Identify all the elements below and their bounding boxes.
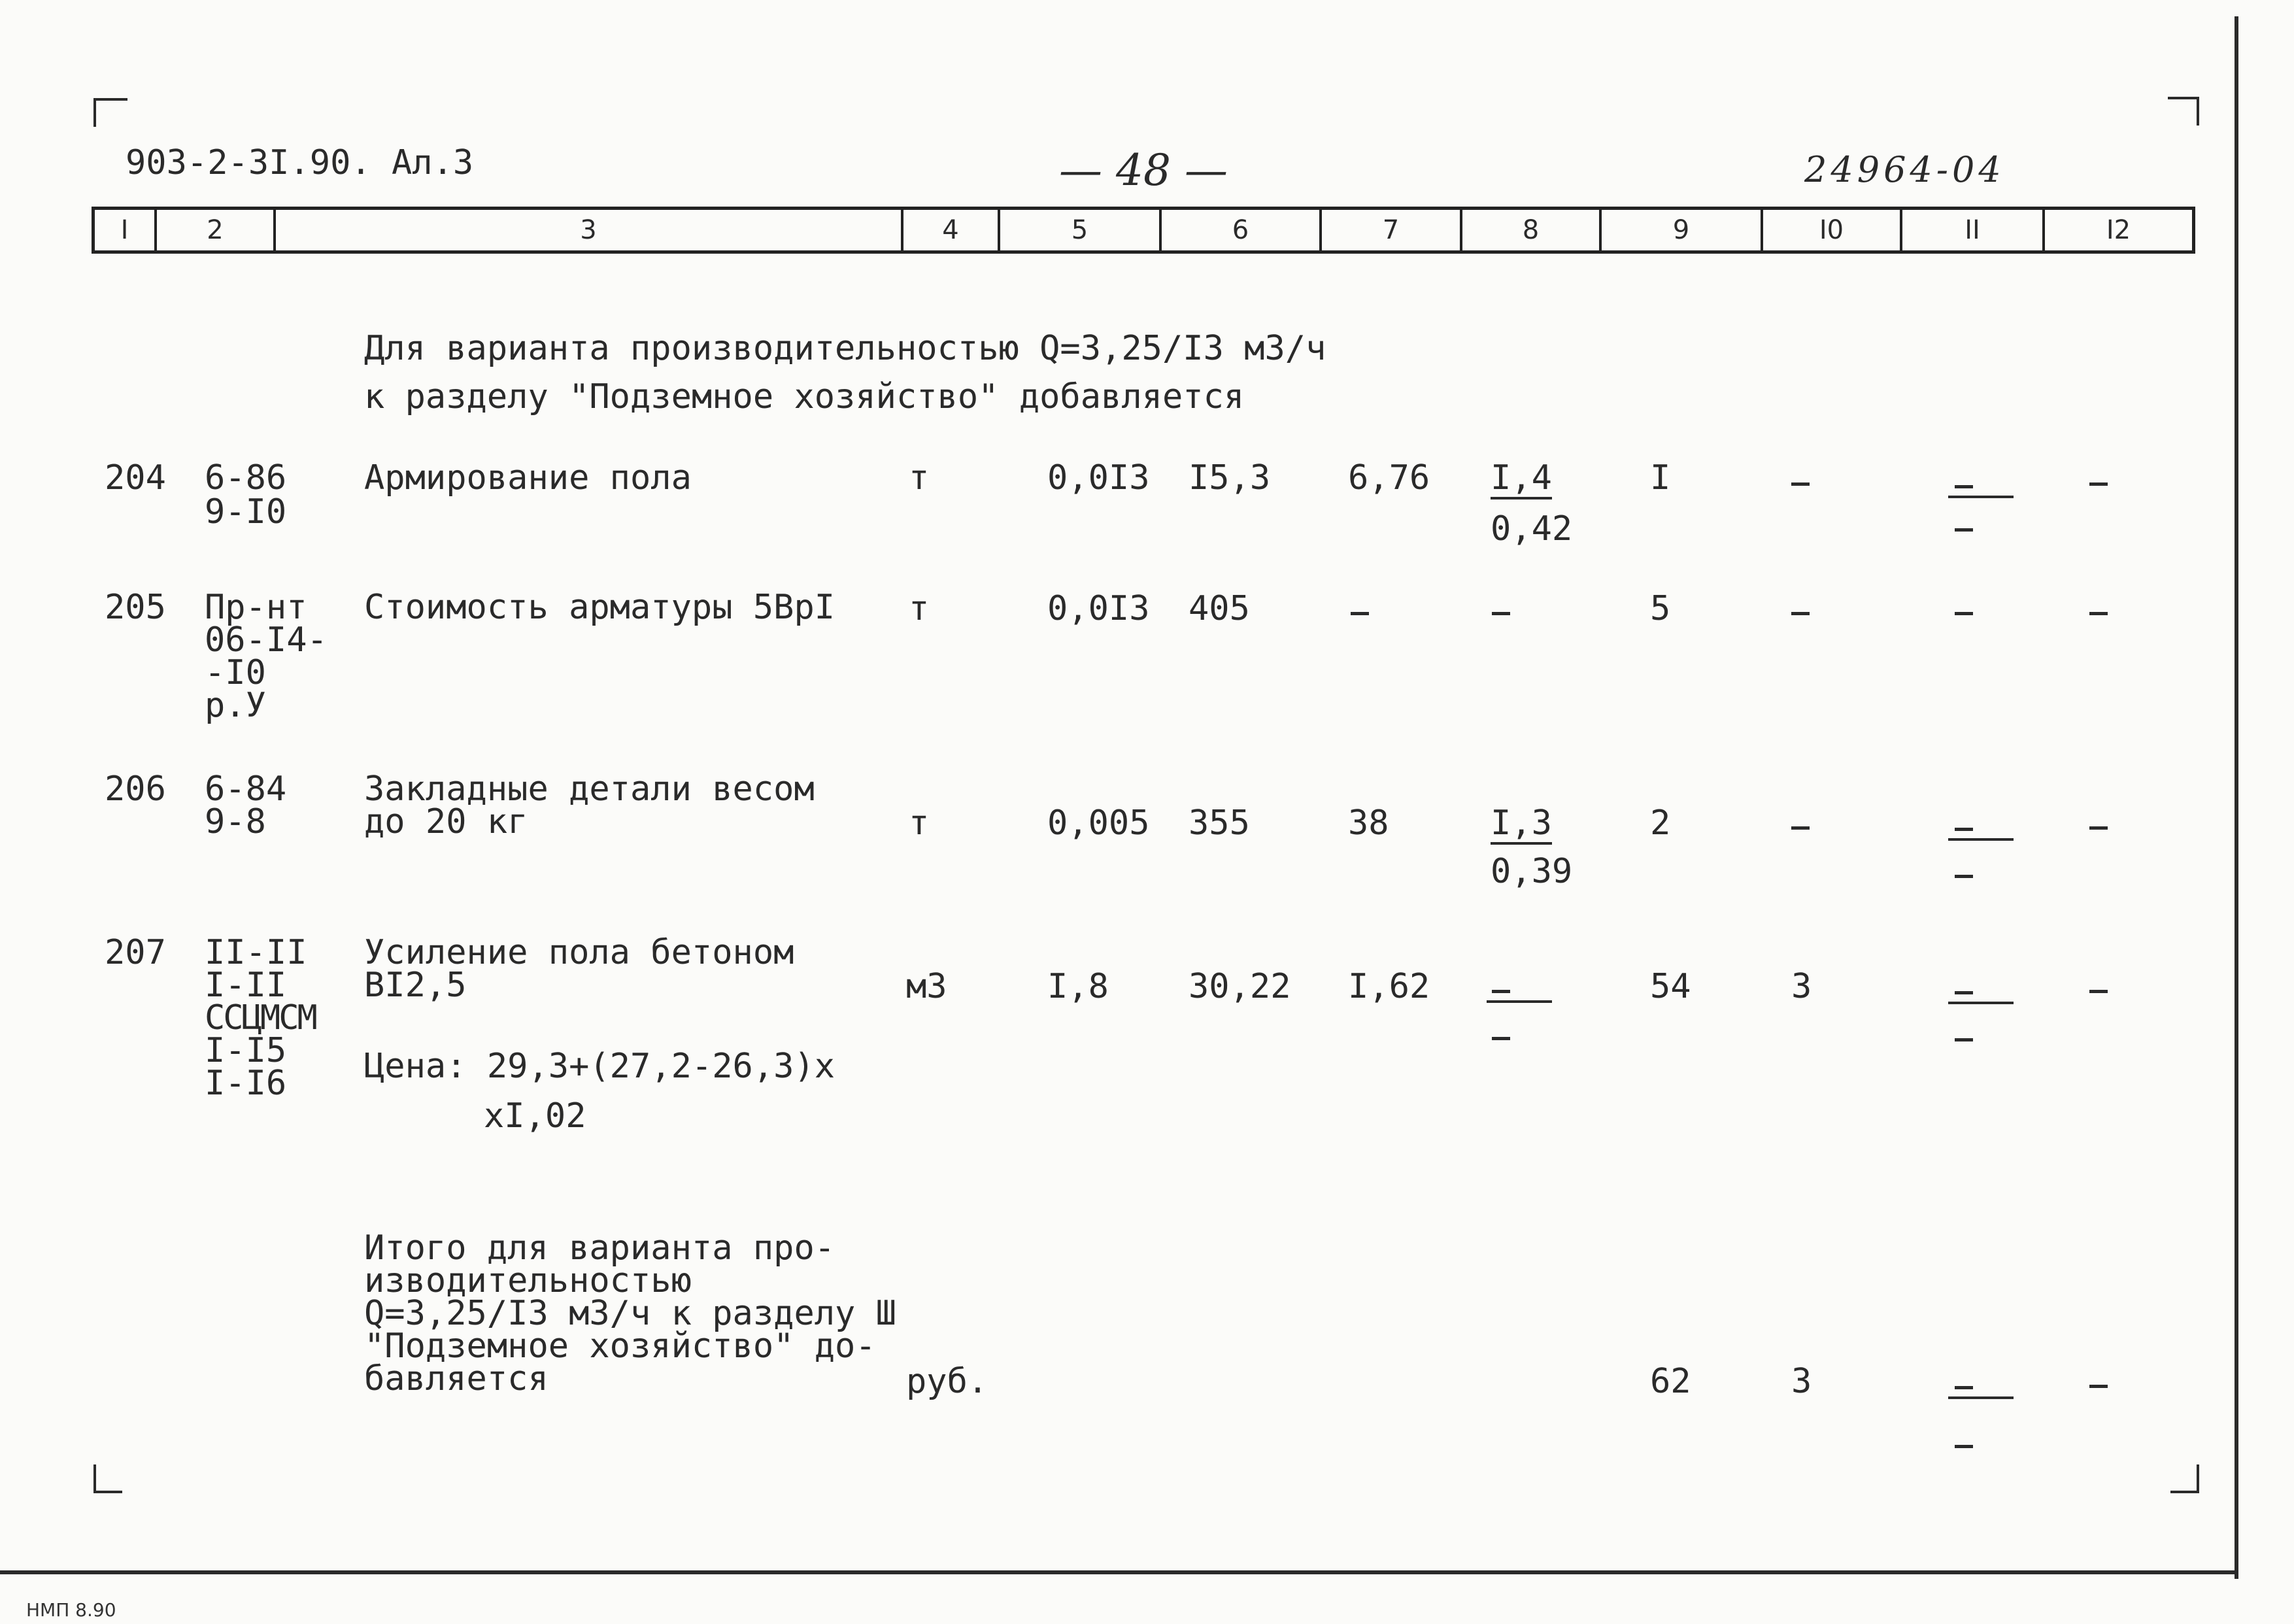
row-204-col12-dash [2089, 482, 2108, 486]
corner-mark-bottom-right [2170, 1464, 2199, 1493]
row-206-name-2: до 20 кг [364, 802, 528, 841]
intro-line-1: Для варианта производительностью Q=3,25/I3 м3/ч [364, 329, 1326, 368]
row-204-code-2: 9-I0 [205, 492, 287, 532]
row-205-col7-dash [1351, 612, 1369, 615]
total-text-4: "Подземное хозяйство" до- [364, 1327, 876, 1366]
row-206-name-1: Закладные детали весом [364, 770, 815, 809]
column-header-9: 9 [1602, 210, 1763, 250]
column-header-1: I [95, 210, 157, 250]
column-header-10: I0 [1763, 210, 1902, 250]
row-207-code-1: II-II [205, 933, 307, 972]
column-header-11: II [1902, 210, 2045, 250]
row-207-col10: 3 [1791, 967, 1812, 1006]
row-205-unit: т [909, 589, 930, 628]
row-205-col8-dash [1492, 612, 1510, 615]
total-col9: 62 [1650, 1362, 1691, 1401]
row-207-code-3: ССЦМСМ [205, 998, 316, 1038]
row-205-code-3: -I0 [205, 653, 266, 692]
bottom-border-line [0, 1570, 2238, 1574]
row-207-col11-dash-top [1955, 991, 1973, 994]
row-207-col11-rule [1948, 1002, 2014, 1004]
row-204-col10-dash [1791, 482, 1810, 486]
row-207-col8-dash-bottom [1492, 1037, 1510, 1040]
row-204-col11-dash-top [1955, 485, 1973, 488]
total-text-5: бавляется [364, 1359, 548, 1398]
row-207-code-2: I-II [205, 966, 287, 1005]
row-207-unit: м3 [906, 967, 947, 1006]
corner-mark-top-right [2168, 97, 2199, 126]
row-206-code-1: 6-84 [205, 770, 287, 809]
document-code: 903-2-3I.90. Ал.3 [126, 143, 474, 182]
row-204-name: Армирование пола [364, 458, 692, 498]
row-206-col7: 38 [1348, 804, 1389, 843]
row-205-code-1: Пр-нт [205, 588, 307, 627]
row-206-col11-rule [1948, 838, 2014, 841]
row-207-price-2: хI,02 [484, 1096, 586, 1136]
row-206-number: 206 [105, 770, 166, 809]
row-206-col8-bottom: 0,39 [1491, 852, 1573, 891]
total-text-3: Q=3,25/I3 м3/ч к разделу Ш [364, 1294, 896, 1333]
row-207-col8-dash-top [1492, 990, 1510, 993]
column-header-5: 5 [1000, 210, 1162, 250]
row-205-col9: 5 [1650, 589, 1671, 628]
row-206-col5: 0,005 [1047, 804, 1150, 843]
corner-mark-top-left [93, 98, 127, 127]
row-204-col11-dash-bottom [1955, 528, 1973, 532]
row-205-code-4: р.У [205, 686, 266, 725]
total-unit: руб. [906, 1362, 988, 1401]
row-204-unit: т [909, 458, 930, 498]
row-207-number: 207 [105, 933, 166, 972]
row-207-col6: 30,22 [1189, 967, 1291, 1006]
column-header-3: 3 [276, 210, 903, 250]
row-205-col6: 405 [1189, 589, 1250, 628]
column-header-2: 2 [157, 210, 276, 250]
row-207-col12-dash [2089, 990, 2108, 993]
inventory-number: 24964-04 [1804, 149, 2005, 190]
row-206-col8-top: I,3 [1491, 805, 1552, 845]
row-207-col9: 54 [1650, 967, 1691, 1006]
row-207-name-1: Усиление пола бетоном [364, 933, 794, 972]
row-206-col9: 2 [1650, 804, 1671, 843]
row-207-name-2: ВI2,5 [364, 966, 467, 1005]
row-204-col11-rule [1948, 496, 2014, 498]
row-205-number: 205 [105, 588, 166, 627]
footer-stamp: НМП 8.90 [26, 1599, 116, 1621]
row-206-col12-dash [2089, 826, 2108, 830]
right-border-line [2235, 16, 2238, 1579]
total-text-1: Итого для варианта про- [364, 1228, 835, 1268]
row-204-col8-bottom: 0,42 [1491, 509, 1573, 549]
column-header-8: 8 [1462, 210, 1602, 250]
row-204-col8-top: I,4 [1491, 460, 1552, 499]
total-text-2: изводительностью [364, 1261, 692, 1300]
row-206-col10-dash [1791, 826, 1810, 830]
row-206-code-2: 9-8 [205, 802, 266, 841]
row-204-number: 204 [105, 458, 166, 498]
column-header-4: 4 [903, 210, 1000, 250]
row-207-code-4: I-I5 [205, 1031, 287, 1070]
row-207-col8-rule [1487, 1000, 1552, 1003]
total-col12-dash [2089, 1385, 2108, 1388]
row-204-col7: 6,76 [1348, 458, 1430, 498]
row-204-col6: I5,3 [1189, 458, 1271, 498]
row-206-unit: т [909, 804, 930, 843]
row-206-col11-dash-top [1955, 828, 1973, 831]
row-206-col11-dash-bottom [1955, 875, 1973, 878]
total-col10: 3 [1791, 1362, 1812, 1401]
total-col11-dash-top [1955, 1386, 1973, 1389]
row-204-col9: I [1650, 458, 1671, 498]
column-header-6: 6 [1162, 210, 1322, 250]
row-207-col11-dash-bottom [1955, 1038, 1973, 1041]
row-204-code-1: 6-86 [205, 458, 287, 498]
corner-mark-bottom-left [93, 1464, 122, 1493]
total-col11-rule [1948, 1396, 2014, 1399]
row-207-col7: I,62 [1348, 967, 1430, 1006]
row-207-price-1: Цена: 29,3+(27,2-26,3)х [364, 1047, 835, 1086]
row-205-col12-dash [2089, 612, 2108, 615]
row-207-code-5: I-I6 [205, 1064, 287, 1103]
row-205-col11-dash [1955, 612, 1973, 615]
intro-line-2: к разделу "Подземное хозяйство" добавляется [364, 377, 1245, 416]
row-206-col6: 355 [1189, 804, 1250, 843]
column-header-12: I2 [2106, 215, 2131, 245]
total-col11-dash-bottom [1955, 1445, 1973, 1448]
row-205-col10-dash [1791, 612, 1810, 615]
row-205-col5: 0,0I3 [1047, 589, 1150, 628]
page-number: — 48 — [1059, 145, 1228, 195]
row-204-col5: 0,0I3 [1047, 458, 1150, 498]
column-header-row [92, 207, 2195, 254]
column-header-7: 7 [1322, 210, 1462, 250]
row-205-name: Стоимость арматуры 5ВрI [364, 588, 835, 627]
row-207-col5: I,8 [1047, 967, 1109, 1006]
row-205-code-2: 06-I4- [205, 620, 328, 660]
